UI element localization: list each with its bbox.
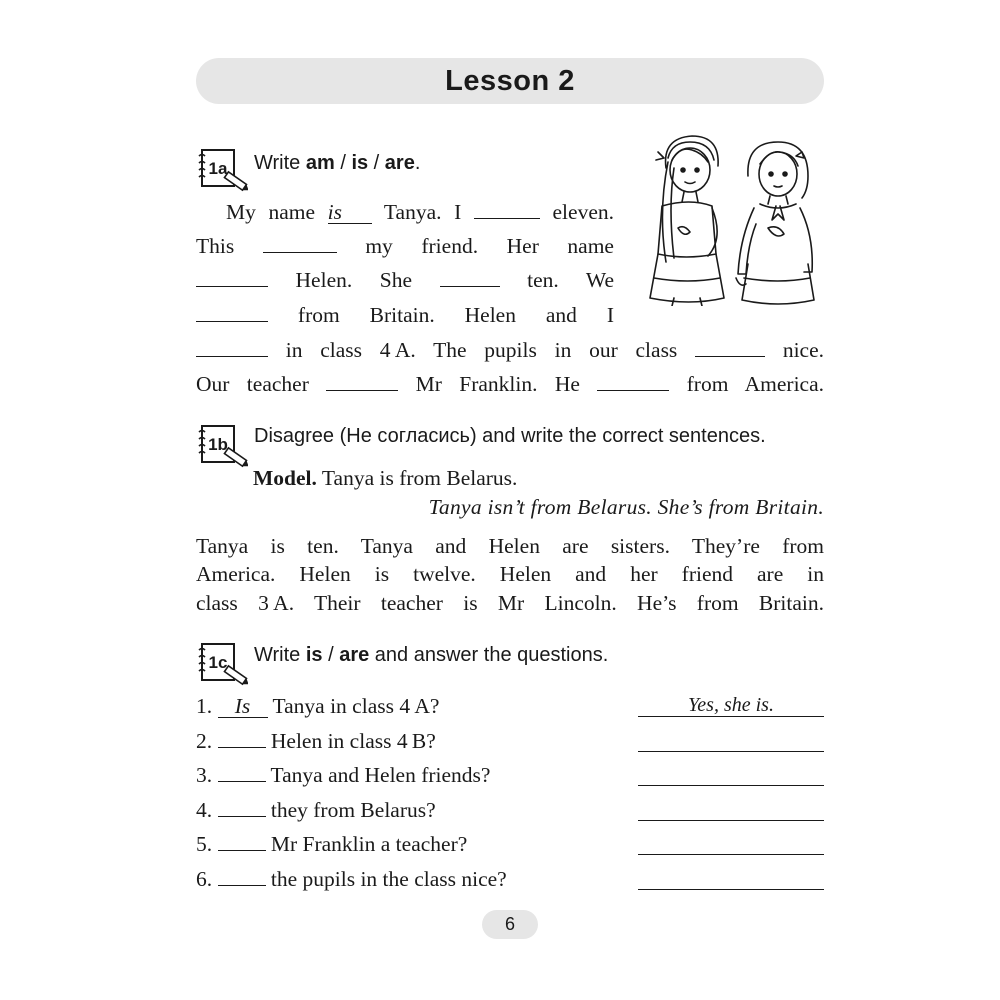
ex1c-question-2: 2. Helen in class 4 B? [196,729,436,753]
ex1a-blank[interactable] [597,370,669,391]
girl-tanya-drawing [650,136,724,306]
ex1c-blank[interactable] [218,830,266,851]
girl-helen-drawing [736,142,814,304]
ex1a-blank[interactable] [196,266,268,287]
exercise-1c-badge-label: 1c [208,653,228,672]
ex1b-paragraph-line-1: Tanya is ten. Tanya and Helen are sisters. They’re from [196,534,824,558]
ex1a-example-answer: is [328,201,372,224]
two-girls-illustration [628,128,824,306]
ex1c-blank[interactable] [218,796,266,817]
ex1c-answer-line-2[interactable] [638,729,824,752]
ex1a-line-1: My name is Tanya. I eleven. [226,200,614,224]
ex1c-question-3: 3. Tanya and Helen friends? [196,763,491,787]
ex1b-paragraph-line-3: class 3 A. Their teacher is Mr Lincoln. He’s from Britain. [196,591,824,615]
ex1c-answer-line-4[interactable] [638,798,824,821]
ex1c-question-1: 1. Is Tanya in class 4 A? [196,694,440,718]
ex1c-question-6: 6. the pupils in the class nice? [196,867,507,891]
ex1a-line-4: from Britain. Helen and I [196,301,614,329]
ex1c-blank[interactable] [218,865,266,886]
ex1b-model-answer: Tanya isn’t from Belarus. She’s from Britain. [428,495,824,519]
ex1a-blank[interactable] [440,266,500,287]
exercise-1c-instruction: Write is / are and answer the questions. [254,644,609,666]
ex1c-answer-line-1[interactable]: Yes, she is. [638,694,824,717]
ex1b-model-label: Model. [253,466,317,490]
ex1a-line-5: in class 4 A. The pupils in our class nice. [196,336,824,364]
lesson-title-bar [196,58,824,104]
ex1a-line-3: Helen. She ten. We [196,266,614,294]
ex1a-blank[interactable] [326,370,398,391]
ex1c-answer-line-5[interactable] [638,832,824,855]
ex1a-blank[interactable] [196,336,268,357]
ex1c-answer-line-3[interactable] [638,763,824,786]
exercise-1a-notebook-icon [196,148,248,192]
exercise-1a-badge-label: 1a [208,159,228,178]
ex1c-question-5: 5. Mr Franklin a teacher? [196,832,468,856]
ex1a-blank[interactable] [695,336,765,357]
ex1a-line-6: Our teacher Mr Franklin. He from America. [196,372,825,396]
ex1a-line-2: This my friend. Her name [196,234,614,258]
ex1a-blank[interactable] [263,232,337,253]
ex1a-blank[interactable] [196,301,268,322]
ex1c-blank[interactable] [218,761,266,782]
lesson-title: Lesson 2 [445,65,575,97]
ex1a-blank[interactable] [474,198,540,219]
ex1c-blank[interactable] [218,727,266,748]
exercise-1b-instruction: Disagree (Не согласись) and write the correct sentences. [254,425,766,447]
exercise-1b-notebook-icon [196,424,248,468]
ex1c-question-4: 4. they from Belarus? [196,798,436,822]
ex1c-answer-line-6[interactable] [638,867,824,890]
exercise-1a-instruction: Write am / is / are. [254,152,421,174]
ex1b-paragraph-line-2: America. Helen is twelve. Helen and her friend are in [196,562,824,586]
exercise-1c-notebook-icon [196,642,248,686]
ex1c-example-answer: Is [218,695,268,718]
exercise-1b-badge-label: 1b [208,435,228,454]
page-number: 6 [482,910,538,939]
ex1b-model: Model. Tanya is from Belarus. [253,466,518,490]
